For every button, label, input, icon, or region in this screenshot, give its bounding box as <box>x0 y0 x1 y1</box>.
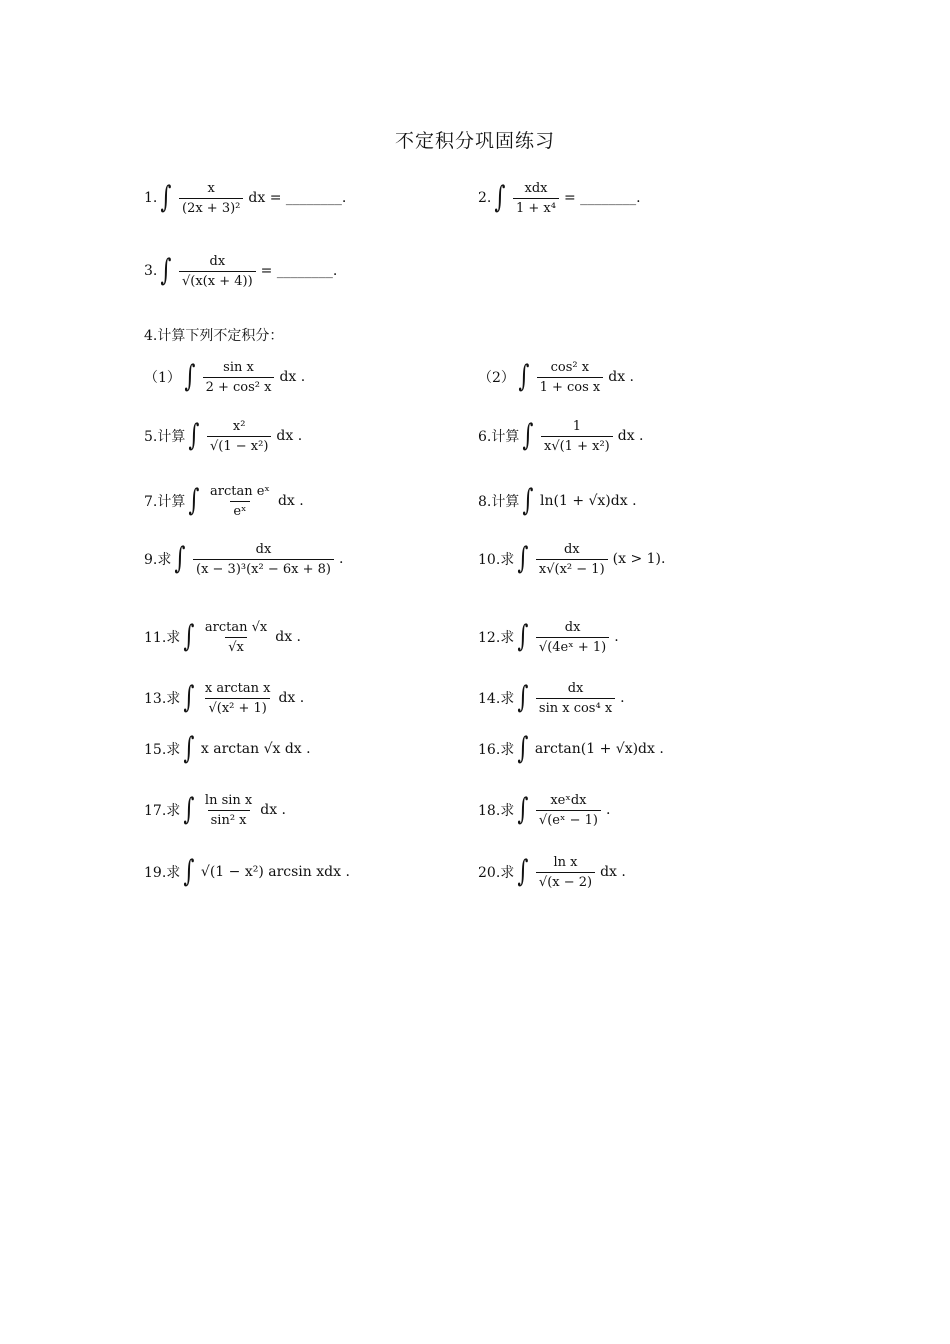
problem-label: 14.求 <box>478 691 515 707</box>
expression-tail: . <box>614 629 619 645</box>
numerator: ln sin x <box>204 792 253 808</box>
denominator: 1 + x⁴ <box>513 198 559 216</box>
fraction <box>207 484 273 519</box>
expression: ln(1 + √x)dx . <box>540 493 637 509</box>
integral-sign: ∫ <box>183 619 195 654</box>
expression-tail: = ________. <box>563 190 641 206</box>
expression-tail: = ________. <box>260 263 338 279</box>
integral-sign: ∫ <box>517 619 529 654</box>
numerator: dx <box>567 680 584 696</box>
fraction <box>202 793 255 828</box>
integral-sign: ∫ <box>517 792 529 827</box>
denominator: 2 + cos² x <box>203 377 275 395</box>
expression: x arctan √x dx . <box>200 741 311 757</box>
denominator: sin² x <box>208 810 250 828</box>
numerator: dx <box>563 541 580 557</box>
problem-label: 19.求 <box>144 865 181 881</box>
integral-sign: ∫ <box>160 180 172 215</box>
numerator: arctan eˣ <box>210 483 270 499</box>
expression-tail: dx . <box>277 493 304 509</box>
expression-tail: dx . <box>279 369 306 385</box>
problem-15 <box>144 724 311 774</box>
problem-2 <box>478 173 641 223</box>
problem-label: 11.求 <box>144 630 181 646</box>
problem-label: 5.计算 <box>144 429 186 445</box>
problem-11 <box>144 612 301 662</box>
numerator: 1 <box>572 418 581 434</box>
denominator: √(1 − x²) <box>207 436 271 454</box>
problem-6 <box>478 411 644 461</box>
fraction <box>536 855 595 890</box>
expression-tail: (x > 1). <box>612 551 666 567</box>
expression-tail: dx . <box>275 629 302 645</box>
numerator: x arctan x <box>204 680 271 696</box>
expression-tail: . <box>339 551 344 567</box>
expression-tail: dx . <box>617 428 644 444</box>
fraction <box>536 793 601 828</box>
fraction <box>536 542 608 577</box>
fraction <box>513 181 559 216</box>
denominator: √(x(x + 4)) <box>179 271 256 289</box>
integral-sign: ∫ <box>522 483 534 518</box>
denominator: (x − 3)³(x² − 6x + 8) <box>193 559 334 577</box>
numerator: sin x <box>223 359 254 375</box>
numerator: dx <box>564 619 581 635</box>
numerator: xdx <box>524 180 548 196</box>
expression: √(1 − x²) arcsin xdx . <box>200 864 350 880</box>
problem-label: 17.求 <box>144 803 181 819</box>
problem-12 <box>478 612 619 662</box>
denominator: x√(x² − 1) <box>536 559 608 577</box>
problem-label: 15.求 <box>144 742 181 758</box>
integral-sign: ∫ <box>183 854 195 889</box>
denominator: eˣ <box>230 501 249 519</box>
problem-20 <box>478 847 626 897</box>
integral-sign: ∫ <box>183 680 195 715</box>
numerator: x² <box>232 418 246 434</box>
expression-tail: dx . <box>278 690 305 706</box>
expression-tail: . <box>620 690 625 706</box>
problem-7 <box>144 476 304 526</box>
problem-label: 9.求 <box>144 552 172 568</box>
problem-4-1 <box>144 352 305 402</box>
problem-label: 1. <box>144 190 158 206</box>
fraction <box>202 681 274 716</box>
fraction <box>536 620 609 655</box>
problem-14 <box>478 673 625 723</box>
denominator: (2x + 3)² <box>179 198 243 216</box>
problem-label: 13.求 <box>144 691 181 707</box>
fraction <box>537 360 604 395</box>
fraction <box>179 181 243 216</box>
numerator: cos² x <box>550 359 590 375</box>
problem-19 <box>144 847 350 897</box>
expression-tail: dx = ________. <box>248 190 347 206</box>
fraction <box>179 254 256 289</box>
integral-sign: ∫ <box>188 418 200 453</box>
problem-label: 18.求 <box>478 803 515 819</box>
problem-8 <box>478 476 637 526</box>
numerator: arctan √x <box>204 619 268 635</box>
numerator: dx <box>255 541 272 557</box>
expression-tail: dx . <box>260 802 286 818</box>
integral-sign: ∫ <box>522 418 534 453</box>
page-title: 不定积分巩固练习 <box>394 130 555 152</box>
integral-sign: ∫ <box>517 854 529 889</box>
integral-sign: ∫ <box>184 359 196 394</box>
fraction <box>536 681 615 716</box>
expression-tail: dx . <box>276 428 303 444</box>
denominator: x√(1 + x²) <box>541 436 613 454</box>
denominator: √(x² + 1) <box>205 698 269 716</box>
numerator: ln x <box>553 854 578 870</box>
denominator: √(4eˣ + 1) <box>536 637 609 655</box>
integral-sign: ∫ <box>160 253 172 288</box>
problem-label: 20.求 <box>478 865 515 881</box>
numerator: xeˣdx <box>550 792 587 808</box>
problem-3 <box>144 246 337 296</box>
problem-1 <box>144 173 346 223</box>
fraction <box>207 419 271 454</box>
denominator: √(x − 2) <box>536 872 595 890</box>
integral-sign: ∫ <box>517 680 529 715</box>
integral-sign: ∫ <box>518 359 530 394</box>
expression-tail: dx . <box>600 864 626 880</box>
problem-16 <box>478 724 664 774</box>
integral-sign: ∫ <box>183 792 195 827</box>
problem-9 <box>144 534 343 584</box>
problem-18 <box>478 785 610 835</box>
integral-sign: ∫ <box>517 541 529 576</box>
problem-label: 3. <box>144 263 158 279</box>
problem-4-2 <box>478 352 634 402</box>
section-heading: 4.计算下列不定积分： <box>144 328 284 344</box>
problem-label: 8.计算 <box>478 494 520 510</box>
problem-10 <box>478 534 665 584</box>
denominator: sin x cos⁴ x <box>536 698 615 716</box>
problem-label: 6.计算 <box>478 429 520 445</box>
expression: arctan(1 + √x)dx . <box>534 741 664 757</box>
problem-17 <box>144 785 286 835</box>
expression-tail: dx . <box>608 369 634 385</box>
denominator: √x <box>225 637 247 655</box>
fraction <box>193 542 334 577</box>
expression-tail: . <box>605 802 611 818</box>
problem-label: （1） <box>144 370 181 386</box>
integral-sign: ∫ <box>188 483 200 518</box>
problem-label: （2） <box>478 370 515 386</box>
problem-label: 12.求 <box>478 630 515 646</box>
fraction <box>202 620 270 655</box>
integral-sign: ∫ <box>183 731 195 766</box>
problem-label: 7.计算 <box>144 494 186 510</box>
problem-5 <box>144 411 302 461</box>
problem-13 <box>144 673 304 723</box>
integral-sign: ∫ <box>494 180 506 215</box>
denominator: 1 + cos x <box>537 377 604 395</box>
problem-label: 16.求 <box>478 742 515 758</box>
fraction <box>541 419 613 454</box>
problem-label: 2. <box>478 190 492 206</box>
denominator: √(eˣ − 1) <box>536 810 601 828</box>
problem-label: 10.求 <box>478 552 515 568</box>
fraction <box>203 360 275 395</box>
numerator: dx <box>209 253 226 269</box>
numerator: x <box>207 180 215 196</box>
integral-sign: ∫ <box>174 541 186 576</box>
integral-sign: ∫ <box>517 731 529 766</box>
